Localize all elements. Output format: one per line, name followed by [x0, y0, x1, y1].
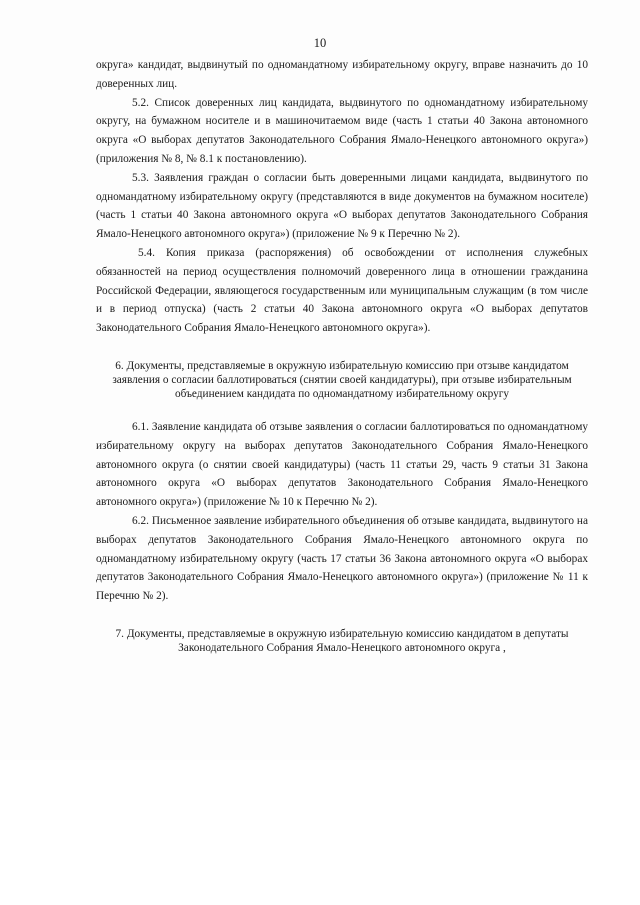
paragraph-5-3: 5.3. Заявления граждан о согласии быть доверенными лицами кандидата, выдвинутого по одномандатному избирательному округу (представляются в виде документов на бумажном носителе) (часть 1 статьи 40 Закона автономного округа «О выборах депутатов Законодательного Собрания Ямало-Ненецкого автономного округа») (приложение № 9 к Перечню № 2).	[96, 171, 588, 241]
paragraph-6-2: 6.2. Письменное заявление избирательного объединения об отзыве кандидата, выдвинутого на выборах депутатов Законодательного Собрания Ямало-Ненецкого автономного округа по одномандатному избирательному округу (часть 17 статьи 36 Закона автономного округа «О выборах депутатов Законодательного Собрания Ямало-Ненецкого автономного округа») (приложение № 11 к Перечню № 2).	[96, 514, 588, 603]
paragraph-5-2: 5.2. Список доверенных лиц кандидата, выдвинутого по одномандатному избирательному округу, на бумажном носителе и в машиночитаемом виде (часть 1 статьи 40 Закона автономного округа «О выборах депутатов Законодательного Собрания Ямало-Ненецкого автономного округа») (приложения № 8, № 8.1 к постановлению).	[96, 96, 588, 165]
paragraph-6-1: 6.1. Заявление кандидата об отзыве заявления о согласии баллотироваться по одномандатному избирательному округу на выборах депутатов Законодательного Собрания Ямало-Ненецкого автономного округа (о снятии своей кандидатуры) (часть 11 статьи 29, часть 9 статьи 31 Закона автономного округа «О выборах депутатов Законодательного Собрания Ямало-Ненецкого автономного округа») (приложение № 10 к Перечню № 2).	[96, 420, 588, 509]
page-number: 10	[313, 36, 327, 50]
document-body	[96, 56, 588, 655]
section-7-heading: 7. Документы, представляемые в окружную избирательную комиссию кандидатом в депутаты Законодательного Собрания Ямало-Ненецкого автономного округа ,	[115, 627, 569, 654]
section-6-heading: 6. Документы, представляемые в окружную избирательную комиссию при отзыве кандидатом заявления о согласии баллотироваться (снятии своей кандидатуры), при отзыве избирательным объединением кандидата по одномандатному избирательному округу	[112, 359, 572, 400]
paragraph-5-1-continuation: округа» кандидат, выдвинутый по одномандатному избирательному округу, вправе назначить до 10 доверенных лиц.	[96, 59, 588, 90]
paragraph-5-4: 5.4. Копия приказа (распоряжения) об освобождении от исполнения служебных обязанностей на период осуществления полномочий доверенного лица в отношении гражданина Российской Федерации, являющегося государственным или муниципальным служащим (в том числе и в период отпуска) (часть 2 статьи 40 Закона автономного округа «О выборах депутатов Законодательного Собрания Ямало-Ненецкого автономного округа»).	[96, 246, 588, 335]
blank-area	[0, 760, 640, 905]
